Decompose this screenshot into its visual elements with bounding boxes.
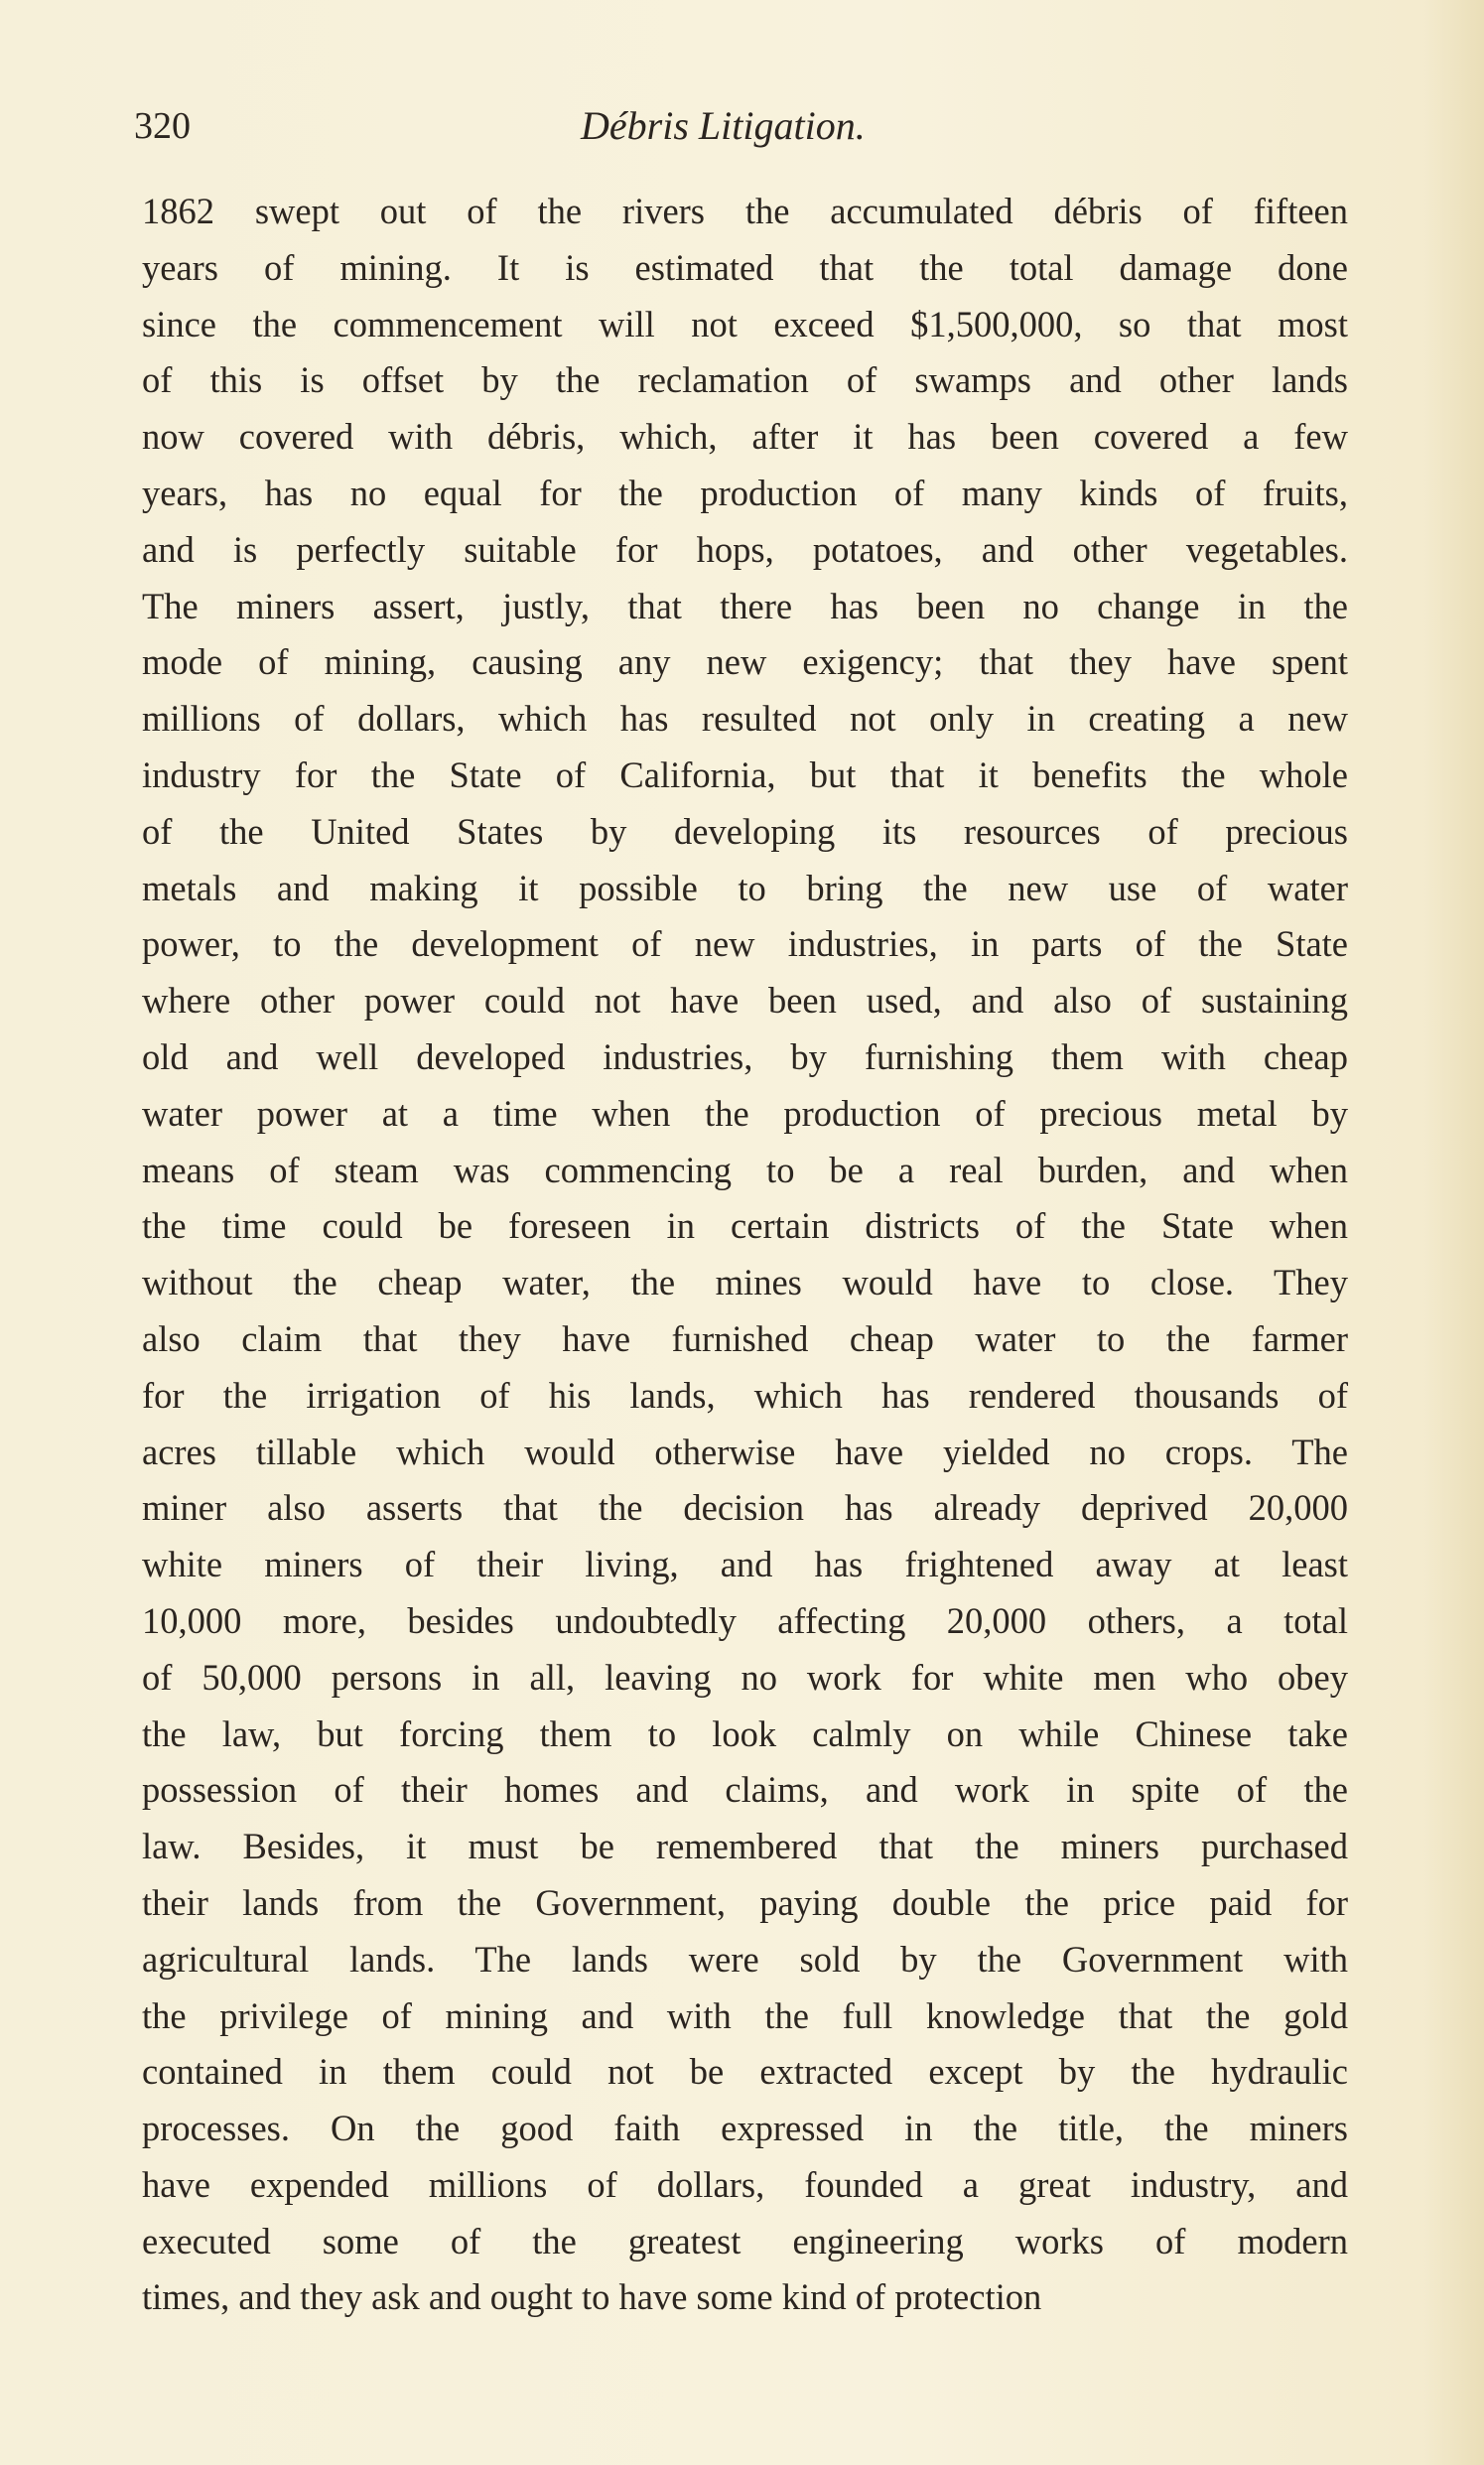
text-line: the privilege of mining and with the full knowledge that the gold xyxy=(142,1994,1348,2036)
text-line: means of steam was commencing to be a real burden, and when xyxy=(142,1149,1348,1190)
text-line: water power at a time when the production of precious metal by xyxy=(142,1092,1348,1134)
text-line: acres tillable which would otherwise have yielded no crops. The xyxy=(142,1431,1348,1472)
text-line: white miners of their living, and has frightened away at least xyxy=(142,1544,1348,1585)
text-line: metals and making it possible to bring the new use of water xyxy=(142,867,1348,908)
text-line: 1862 swept out of the rivers the accumulated débris of fifteen xyxy=(142,191,1348,231)
text-line: executed some of the greatest engineering works of modern xyxy=(142,2220,1348,2261)
text-line: processes. On the good faith expressed in the title, the miners xyxy=(142,2108,1348,2149)
text-line: millions of dollars, which has resulted not only in creating a new xyxy=(142,698,1348,740)
text-line: the time could be foreseen in certain districts of the State when xyxy=(142,1205,1348,1247)
text-line: agricultural lands. The lands were sold by the Government with xyxy=(142,1938,1348,1980)
text-line: the law, but forcing them to look calmly on while Chinese take xyxy=(142,1712,1348,1754)
text-line: law. Besides, it must be remembered that the miners purchased xyxy=(142,1826,1348,1867)
text-line: times, and they ask and ought to have some kind of protection xyxy=(142,2276,1042,2318)
body-text xyxy=(142,184,1348,2326)
text-line: years of mining. It is estimated that the total damage done xyxy=(142,246,1348,288)
text-line: without the cheap water, the mines would have to close. They xyxy=(142,1262,1348,1303)
text-line: power, to the development of new industries, in parts of the State xyxy=(142,923,1348,965)
page-header xyxy=(134,96,1355,156)
text-line: old and well developed industries, by furnishing them with cheap xyxy=(142,1035,1348,1077)
text-line: of the United States by developing its resources of precious xyxy=(142,810,1348,852)
text-line: contained in them could not be extracted except by the hydraulic xyxy=(142,2051,1348,2093)
page-number: 320 xyxy=(134,105,191,147)
text-line: and is perfectly suitable for hops, potatoes, and other vegetables. xyxy=(142,528,1348,570)
text-line: possession of their homes and claims, and work in spite of the xyxy=(142,1769,1348,1811)
text-line: industry for the State of California, but that it benefits the whole xyxy=(142,753,1348,795)
text-line: of this is offset by the reclamation of swamps and other lands xyxy=(142,359,1348,401)
text-line: their lands from the Government, paying double the price paid for xyxy=(142,1881,1348,1923)
text-line: have expended millions of dollars, founded a great industry, and xyxy=(142,2163,1348,2205)
text-line: 10,000 more, besides undoubtedly affecting 20,000 others, a total xyxy=(142,1599,1348,1641)
text-line: since the commencement will not exceed $1,500,000, so that most xyxy=(142,303,1348,344)
running-title: Débris Litigation. xyxy=(581,103,866,148)
text-line: for the irrigation of his lands, which has rendered thousands of xyxy=(142,1374,1348,1416)
text-line: miner also asserts that the decision has already deprived 20,000 xyxy=(142,1487,1348,1529)
text-line: The miners assert, justly, that there has been no change in the xyxy=(142,585,1348,626)
text-line: where other power could not have been used, and also of sustaining xyxy=(142,980,1348,1022)
text-line: of 50,000 persons in all, leaving no work for white men who obey xyxy=(142,1656,1348,1698)
text-line: also claim that they have furnished cheap water to the farmer xyxy=(142,1317,1348,1359)
text-line: now covered with débris, which, after it has been covered a few xyxy=(142,416,1348,458)
text-line: mode of mining, causing any new exigency; that they have spent xyxy=(142,641,1348,683)
text-line: years, has no equal for the production of many kinds of fruits, xyxy=(142,472,1348,513)
